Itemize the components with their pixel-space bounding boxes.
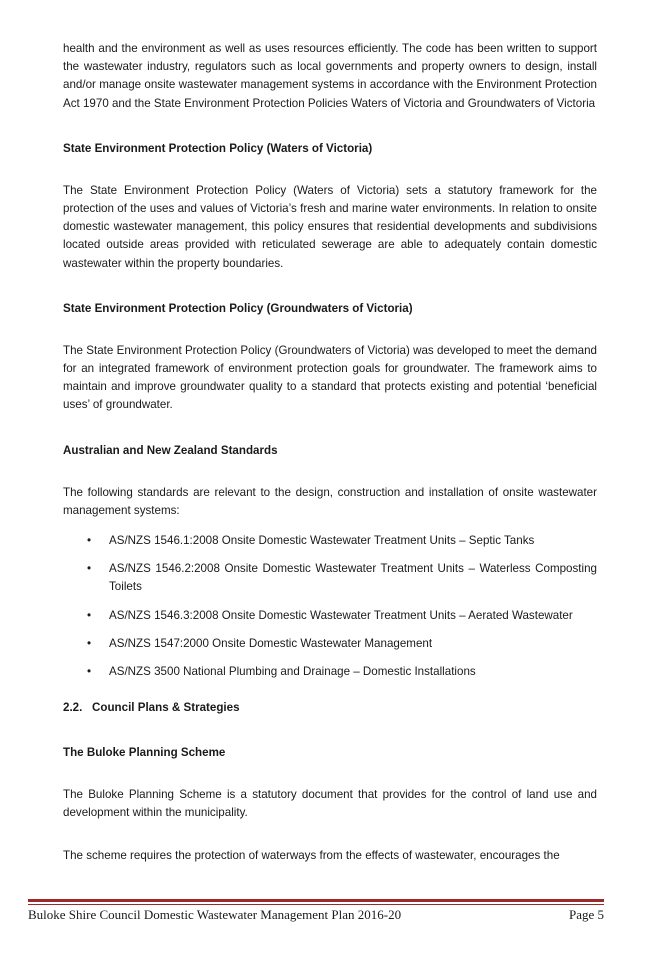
page-footer bbox=[28, 906, 604, 924]
list-item: • AS/NZS 1547:2000 Onsite Domestic Wastewater Management bbox=[63, 635, 597, 653]
heading-standards: Australian and New Zealand Standards bbox=[63, 443, 278, 457]
heading-planning-scheme: The Buloke Planning Scheme bbox=[63, 746, 226, 760]
heading-council-plans: 2.2. Council Plans & Strategies bbox=[63, 701, 240, 715]
footer-title: Buloke Shire Council Domestic Wastewater Management Plan 2016-20 bbox=[28, 907, 402, 922]
bullet-icon: • bbox=[87, 534, 92, 548]
heading-groundwaters-policy: State Environment Protection Policy (Groundwaters of Victoria) bbox=[63, 301, 413, 315]
bullet-icon: • bbox=[87, 665, 92, 679]
paragraph-planning-scheme-continued: The scheme requires the protection of waterways from the effects of wastewater, encourages the bbox=[63, 848, 560, 862]
footer-divider bbox=[28, 899, 604, 902]
bullet-icon: • bbox=[87, 562, 92, 576]
paragraph-groundwaters-policy: The State Environment Protection Policy (Groundwaters of Victoria) was developed to meet the demand for an integrated framework of environment protection goals for groundwater. The framework aims to maintain and improve groundwater quality to a standard that protects existing and potential ‘beneficial uses’ of groundwater. bbox=[63, 343, 597, 412]
footer-divider-thin bbox=[28, 904, 604, 905]
intro-paragraph: health and the environment as well as uses resources efficiently. The code has been written to support the wastewater industry, regulators such as local governments and property owners to design, install and/or manage onsite wastewater management systems in accordance with the Environment Protection Act 1970 and the State Environment Protection Policies Waters of Victoria and Groundwaters of Victoria bbox=[63, 42, 597, 110]
document-body bbox=[63, 40, 597, 865]
paragraph-waters-policy: The State Environment Protection Policy (Waters of Victoria) sets a statutory framework for the protection of the uses and values of Victoria’s fresh and marine water environments. In relation to onsite domestic wastewater management, this policy ensures that residential developments and subdivisions located outside areas provided with reticulated sewerage are able to adequately contain domestic wastewater within the property boundaries. bbox=[63, 183, 597, 270]
standards-list bbox=[63, 532, 597, 681]
heading-waters-policy: State Environment Protection Policy (Waters of Victoria) bbox=[63, 141, 373, 155]
list-item: • AS/NZS 1546.3:2008 Onsite Domestic Wastewater Treatment Units – Aerated Wastewater bbox=[63, 607, 597, 625]
page-number: Page 5 bbox=[568, 907, 604, 922]
list-item: • AS/NZS 1546.1:2008 Onsite Domestic Wastewater Treatment Units – Septic Tanks bbox=[63, 532, 597, 550]
paragraph-planning-scheme: The Buloke Planning Scheme is a statutory document that provides for the control of land use and development within the municipality. bbox=[63, 788, 597, 820]
list-item: • AS/NZS 1546.2:2008 Onsite Domestic Wastewater Treatment Units – Waterless Composting Toilets bbox=[87, 562, 597, 594]
list-item: • AS/NZS 3500 National Plumbing and Drainage – Domestic Installations bbox=[63, 663, 597, 681]
bullet-icon: • bbox=[87, 636, 92, 650]
paragraph-standards: The following standards are relevant to the design, construction and installation of onsite wastewater management systems: bbox=[63, 485, 597, 517]
bullet-icon: • bbox=[87, 608, 92, 622]
